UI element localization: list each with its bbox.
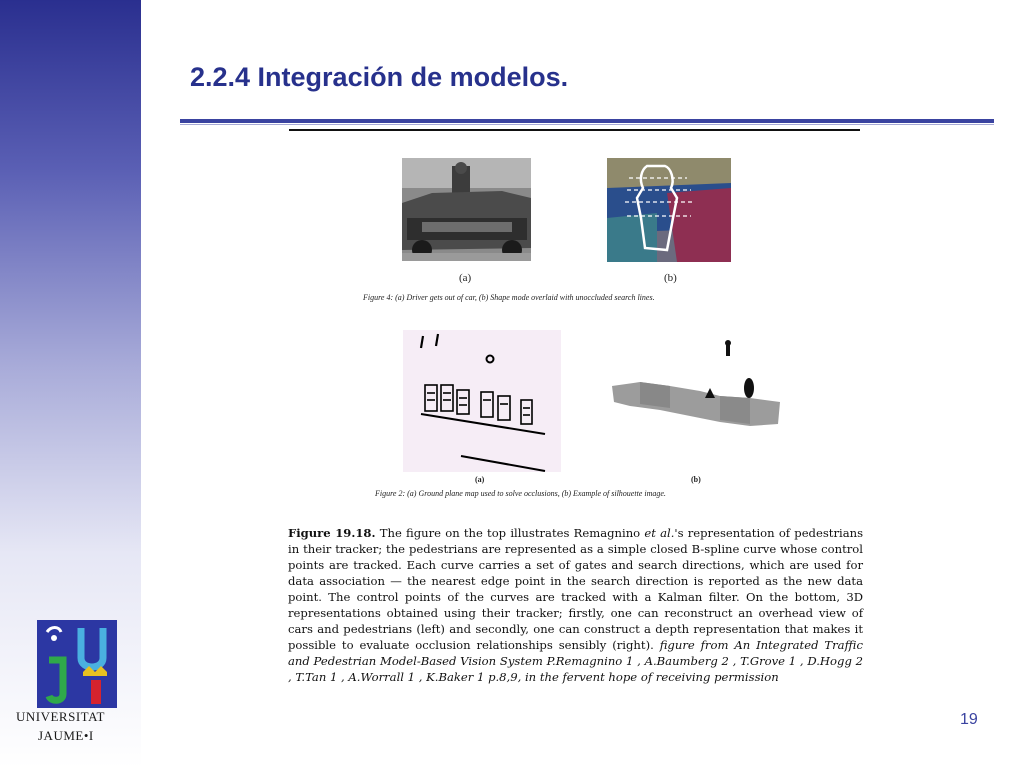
silhouette-image-svg bbox=[610, 336, 782, 432]
body-left-word: left bbox=[420, 622, 441, 636]
university-logo-icon bbox=[37, 620, 117, 708]
ground-plane-map bbox=[403, 330, 561, 472]
body-citation: figure from An Integrated Traffic and Pedestrian Model-Based Vision System P.Remagnino 1 , A.Baumberg 2 , T.Grove 1 , D.Hogg 2 , T.Tan 1 , A.Worrall 1 , K.Baker 1 p.8,9, in the fervent hope of receiving permission bbox=[288, 638, 863, 684]
figure-top-caption: Figure 4: (a) Driver gets out of car, (b) Shape mode overlaid with unoccluded search lines. bbox=[363, 293, 655, 302]
body-text-5: ) and secondly, one can construct a depth representation that makes it possible to evaluate occlusion relationships sensibly ( bbox=[288, 622, 863, 652]
driver-car-image bbox=[402, 158, 531, 261]
shape-model-photo bbox=[607, 158, 731, 262]
slide-title: 2.2.4 Integración de modelos. bbox=[190, 62, 569, 92]
figure-number: Figure 19.18. bbox=[288, 526, 376, 540]
page-number: 19 bbox=[960, 711, 978, 728]
figure-top-rule bbox=[289, 129, 860, 131]
silhouette-image bbox=[610, 336, 782, 432]
body-text-6: ). bbox=[645, 638, 654, 652]
body-bottom-word: bottom bbox=[794, 590, 837, 604]
body-right-word: right bbox=[616, 638, 646, 652]
body-text-4: , 3D representations obtained using their tracker; firstly, one can reconstruct an overhead view of cars and pedestrians ( bbox=[288, 590, 864, 636]
driver-car-photo bbox=[402, 158, 531, 261]
body-text-1: The figure on the bbox=[379, 526, 483, 540]
title-underline bbox=[180, 119, 994, 123]
university-name-line2: JAUME•I bbox=[38, 728, 94, 743]
figure-bottom-label-b: (b) bbox=[691, 475, 701, 484]
body-etal: et al. bbox=[644, 526, 675, 540]
figure-bottom-caption: Figure 2: (a) Ground plane map used to solve occlusions, (b) Example of silhouette image. bbox=[375, 489, 666, 498]
ground-plane-map-image bbox=[403, 330, 561, 472]
shape-model-image bbox=[607, 158, 731, 262]
figure-description bbox=[288, 525, 863, 685]
body-text-3: 's representation of pedestrians in their tracker; the pedestrians are represented as a simple closed B-spline curve whose control points are tracked. Each curve carries a set of gates and search directions, which are used for data association — the nearest edge point in the search direction is reported as the new data point. The control points of the curves are tracked with a Kalman filter. On the bbox=[288, 526, 864, 604]
figure-bottom-label-a: (a) bbox=[475, 475, 485, 484]
title-underline-shadow bbox=[180, 124, 994, 125]
figure-top-label-b: (b) bbox=[664, 272, 677, 284]
body-top-word: top bbox=[487, 526, 507, 540]
body-text-2: illustrates Remagnino bbox=[510, 526, 641, 540]
figure-top-label-a: (a) bbox=[459, 272, 472, 284]
university-name-line1: UNIVERSITAT bbox=[16, 709, 105, 724]
university-logo bbox=[37, 620, 117, 708]
